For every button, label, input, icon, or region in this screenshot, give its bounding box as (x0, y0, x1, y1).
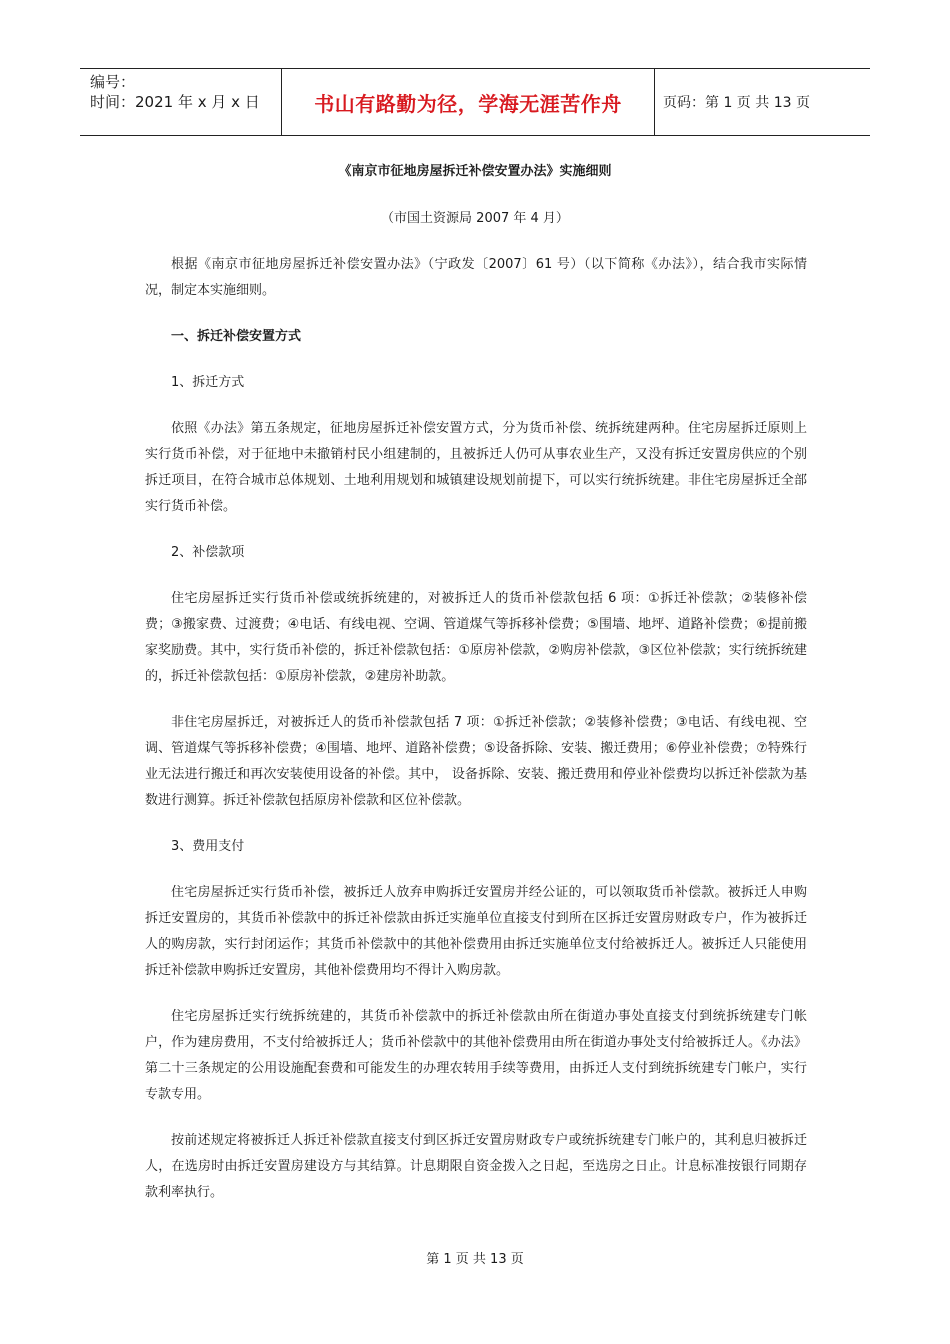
page-footer: 第 1 页 共 13 页 (426, 1252, 524, 1267)
motto-text: 书山有路勤为径，学海无涯苦作舟 (314, 91, 622, 116)
paragraph-3-3: 按前述规定将被拆迁人拆迁补偿款直接支付到区拆迁安置房财政专户或统拆统建专门帐户的，其利息归被拆迁人，在选房时由拆迁安置房建设方与其结算。计息期限自资金拨入之日起，至选房之日止。计息标准按银行同期存款利率执行。 (145, 1133, 807, 1200)
subheading-1: 1、拆迁方式 (171, 375, 245, 390)
number-label: 编号： (90, 73, 136, 91)
document-title: 《南京市征地房屋拆迁补偿安置办法》实施细则 (338, 164, 612, 179)
document-subtitle: （市国土资源局 2007 年 4 月） (381, 211, 569, 226)
section-heading-1: 一、拆迁补偿安置方式 (171, 329, 302, 344)
header-meta (80, 69, 282, 135)
header-page-info: 页码：第 1 页 共 13 页 (663, 95, 810, 111)
intro-paragraph: 根据《南京市征地房屋拆迁补偿安置办法》（宁政发〔2007〕61 号）（以下简称《办法》），结合我市实际情况，制定本实施细则。 (145, 257, 807, 298)
paragraph-3-2: 住宅房屋拆迁实行统拆统建的，其货币补偿款中的拆迁补偿款由所在街道办事处直接支付到统拆统建专门帐户，作为建房费用，不支付给被拆迁人；货币补偿款中的其他补偿费用由所在街道办事处支付给被拆迁人。《办法》第二十三条规定的公用设施配套费和可能发生的办理农转用手续等费用，由拆迁人支付到统拆统建专门帐户，实行专款专用。 (145, 1009, 807, 1102)
subheading-3: 3、费用支付 (171, 839, 245, 854)
time-label: 时间：2021 年 x 月 x 日 (90, 93, 260, 111)
paragraph-2-2: 非住宅房屋拆迁，对被拆迁人的货币补偿款包括 7 项：①拆迁补偿款；②装修补偿费；③电话、有线电视、空调、管道煤气等拆移补偿费；④围墙、地坪、道路补偿费；⑤设备拆除、安装、搬迁费用；⑥停业补偿费；⑦特殊行业无法进行搬迁和再次安装使用设备的补偿。其中， 设备拆除、安装、搬迁费用和停业补偿费均以拆迁补偿款为基数进行测算。拆迁补偿款包括原房补偿款和区位补偿款。 (145, 715, 807, 808)
paragraph-2-1: 住宅房屋拆迁实行货币补偿或统拆统建的，对被拆迁人的货币补偿款包括 6 项：①拆迁补偿款；②装修补偿费；③搬家费、过渡费；④电话、有线电视、空调、管道煤气等拆移补偿费；⑤围墙、地坪、道路补偿费；⑥提前搬家奖励费。其中，实行货币补偿的，拆迁补偿款包括：①原房补偿款，②购房补偿款，③区位补偿款；实行统拆统建的，拆迁补偿款包括：①原房补偿款，②建房补助款。 (145, 591, 807, 684)
page-header (80, 68, 870, 136)
paragraph-1-1: 依照《办法》第五条规定，征地房屋拆迁补偿安置方式，分为货币补偿、统拆统建两种。住宅房屋拆迁原则上实行货币补偿，对于征地中未撤销村民小组建制的，且被拆迁人仍可从事农业生产，又没有拆迁安置房供应的个别拆迁项目，在符合城市总体规划、土地利用规划和城镇建设规划前提下，可以实行统拆统建。非住宅房屋拆迁全部实行货币补偿。 (145, 421, 807, 514)
subheading-2: 2、补偿款项 (171, 545, 245, 560)
document-body (145, 252, 807, 1226)
header-motto-cell (282, 69, 655, 135)
paragraph-3-1: 住宅房屋拆迁实行货币补偿，被拆迁人放弃申购拆迁安置房并经公证的，可以领取货币补偿款。被拆迁人申购拆迁安置房的，其货币补偿款中的拆迁补偿款由拆迁实施单位直接支付到所在区拆迁安置房财政专户，作为被拆迁人的购房款，实行封闭运作；其货币补偿款中的其他补偿费用由拆迁实施单位支付给被拆迁人。被拆迁人只能使用拆迁补偿款申购拆迁安置房，其他补偿费用均不得计入购房款。 (145, 885, 807, 978)
